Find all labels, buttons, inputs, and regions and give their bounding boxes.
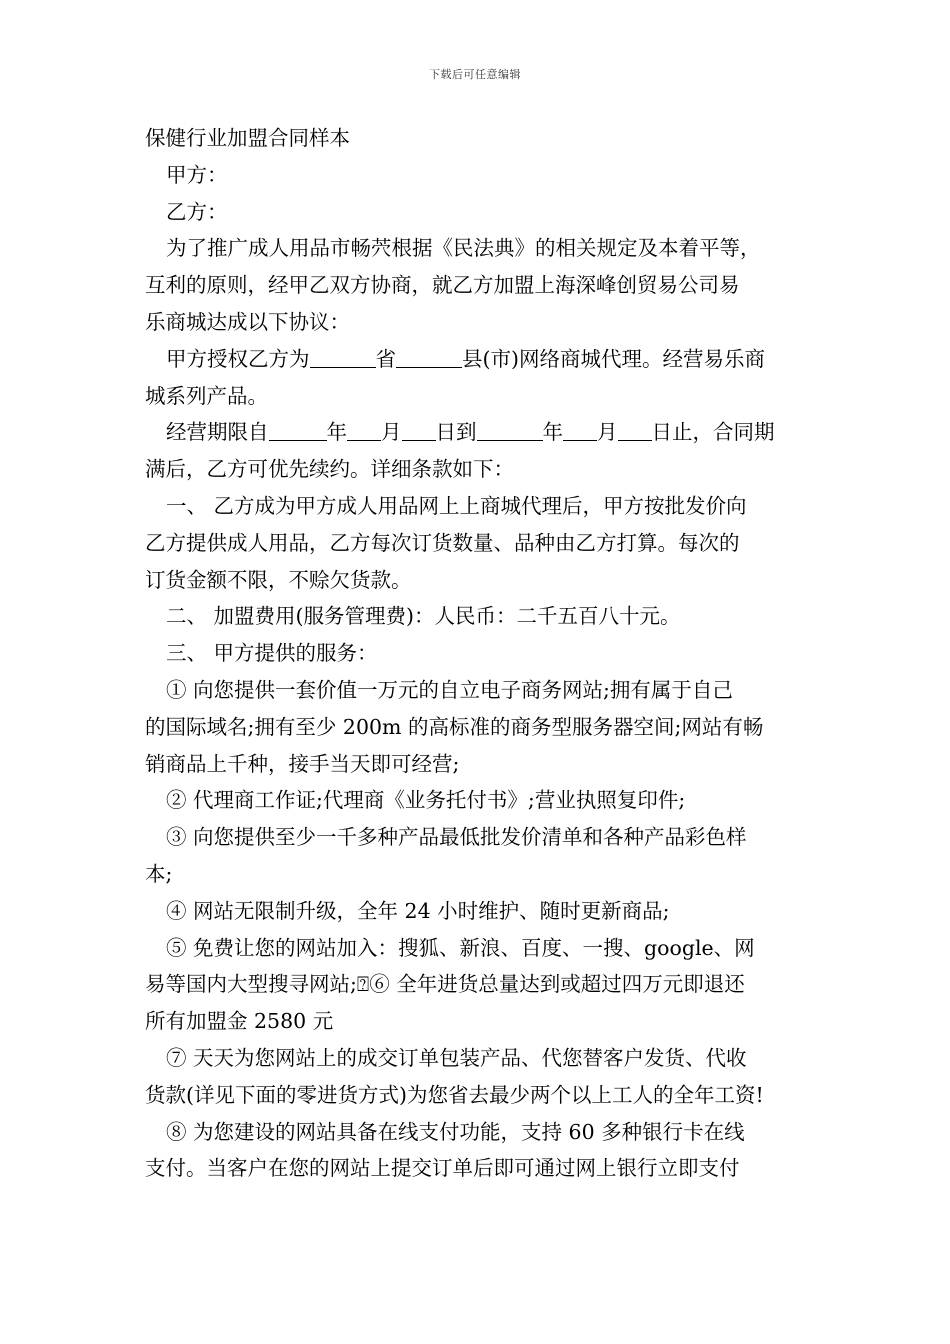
- text-segment: 月: [381, 420, 402, 445]
- service-item-7: ⑦ 天天为您网站上的成交订单包装产品、代您替客户发货、代收: [166, 1045, 747, 1070]
- blank-county: [396, 341, 462, 368]
- text-segment: 年: [542, 420, 563, 445]
- blank-start-year: [269, 414, 327, 441]
- text-segment: 县(市)网络商城代理。经营易乐商: [462, 346, 765, 371]
- paragraph-line: 为了推广成人用品市畅茓根据《民法典》的相关规定及本着平等，: [166, 236, 761, 261]
- text-segment: 年: [326, 420, 347, 445]
- text-segment: 月: [597, 420, 618, 445]
- service-item-4: ④ 网站无限制升级，全年 24 小时维护、随时更新商品;: [166, 898, 670, 923]
- blank-end-day: [618, 414, 652, 441]
- paragraph-line: 城系列产品。: [145, 383, 268, 408]
- paragraph-line: 满后，乙方可优先续约。详细条款如下：: [145, 457, 514, 482]
- text-segment: 甲方授权乙方为: [166, 346, 310, 371]
- paragraph-line: 销商品上千种，接手当天即可经营;: [145, 751, 460, 776]
- text-segment: 省: [375, 346, 396, 371]
- paragraph-line: 乐商城达成以下协议：: [145, 309, 350, 334]
- blank-province: [310, 341, 376, 368]
- service-item-8: ⑧ 为您建设的网站具备在线支付功能，支持 60 多种银行卡在线: [166, 1119, 745, 1144]
- service-item-5: ⑤ 免费让您的网站加入：搜狐、新浪、百度、一搜、google、网: [166, 935, 755, 960]
- text-segment: 经营期限自: [166, 420, 269, 445]
- paragraph-line: 支付。当客户在您的网站上提交订单后即可通过网上银行立即支付: [145, 1156, 740, 1181]
- paragraph-line: 所有加盟金 2580 元: [145, 1009, 334, 1034]
- text-segment: 日到: [435, 420, 477, 445]
- clause-3-line: 三、 甲方提供的服务：: [166, 641, 378, 666]
- party-a-line: 甲方：: [166, 162, 228, 187]
- document-body: [145, 120, 810, 1187]
- clause-1-line: 一、 乙方成为甲方成人用品网上上商城代理后，甲方按批发价向: [166, 493, 747, 518]
- blank-start-day: [402, 414, 436, 441]
- blank-end-month: [563, 414, 597, 441]
- authorization-line: [145, 341, 810, 378]
- paragraph-line: 易等国内大型搜寻网站;⍰⑥ 全年进货总量达到或超过四万元即退还: [145, 972, 745, 997]
- page-header: 下载后可任意编辑: [429, 68, 521, 81]
- blank-end-year: [477, 414, 543, 441]
- service-item-1: ① 向您提供一套价值一万元的自立电子商务网站;拥有属于自己: [166, 677, 733, 702]
- party-b-line: 乙方：: [166, 199, 228, 224]
- service-item-3: ③ 向您提供至少一千多种产品最低批发价清单和各种产品彩色样: [166, 825, 747, 850]
- paragraph-line: 货款(详见下面的零进货方式)为您省去最少两个以上工人的全年工资!: [145, 1082, 764, 1107]
- blank-start-month: [347, 414, 381, 441]
- document-title: 保健行业加盟合同样本: [145, 126, 350, 150]
- paragraph-line: 本;: [145, 861, 173, 886]
- service-item-2: ② 代理商工作证;代理商《业务托付书》;营业执照复印件;: [166, 788, 686, 813]
- paragraph-line: 乙方提供成人用品，乙方每次订货数量、品种由乙方打算。每次的: [145, 530, 740, 555]
- text-segment: 日止，合同期: [651, 420, 775, 445]
- clause-2-line: 二、 加盟费用(服务管理费)：人民币：二千五百八十元。: [166, 604, 681, 629]
- term-line: [145, 414, 810, 451]
- paragraph-line: 的国际域名;拥有至少 200m 的高标准的商务型服务器空间;网站有畅: [145, 714, 764, 739]
- paragraph-line: 订货金额不限，不赊欠货款。: [145, 567, 412, 592]
- paragraph-line: 互利的原则，经甲乙双方协商，就乙方加盟上海深峰创贸易公司易: [145, 273, 740, 298]
